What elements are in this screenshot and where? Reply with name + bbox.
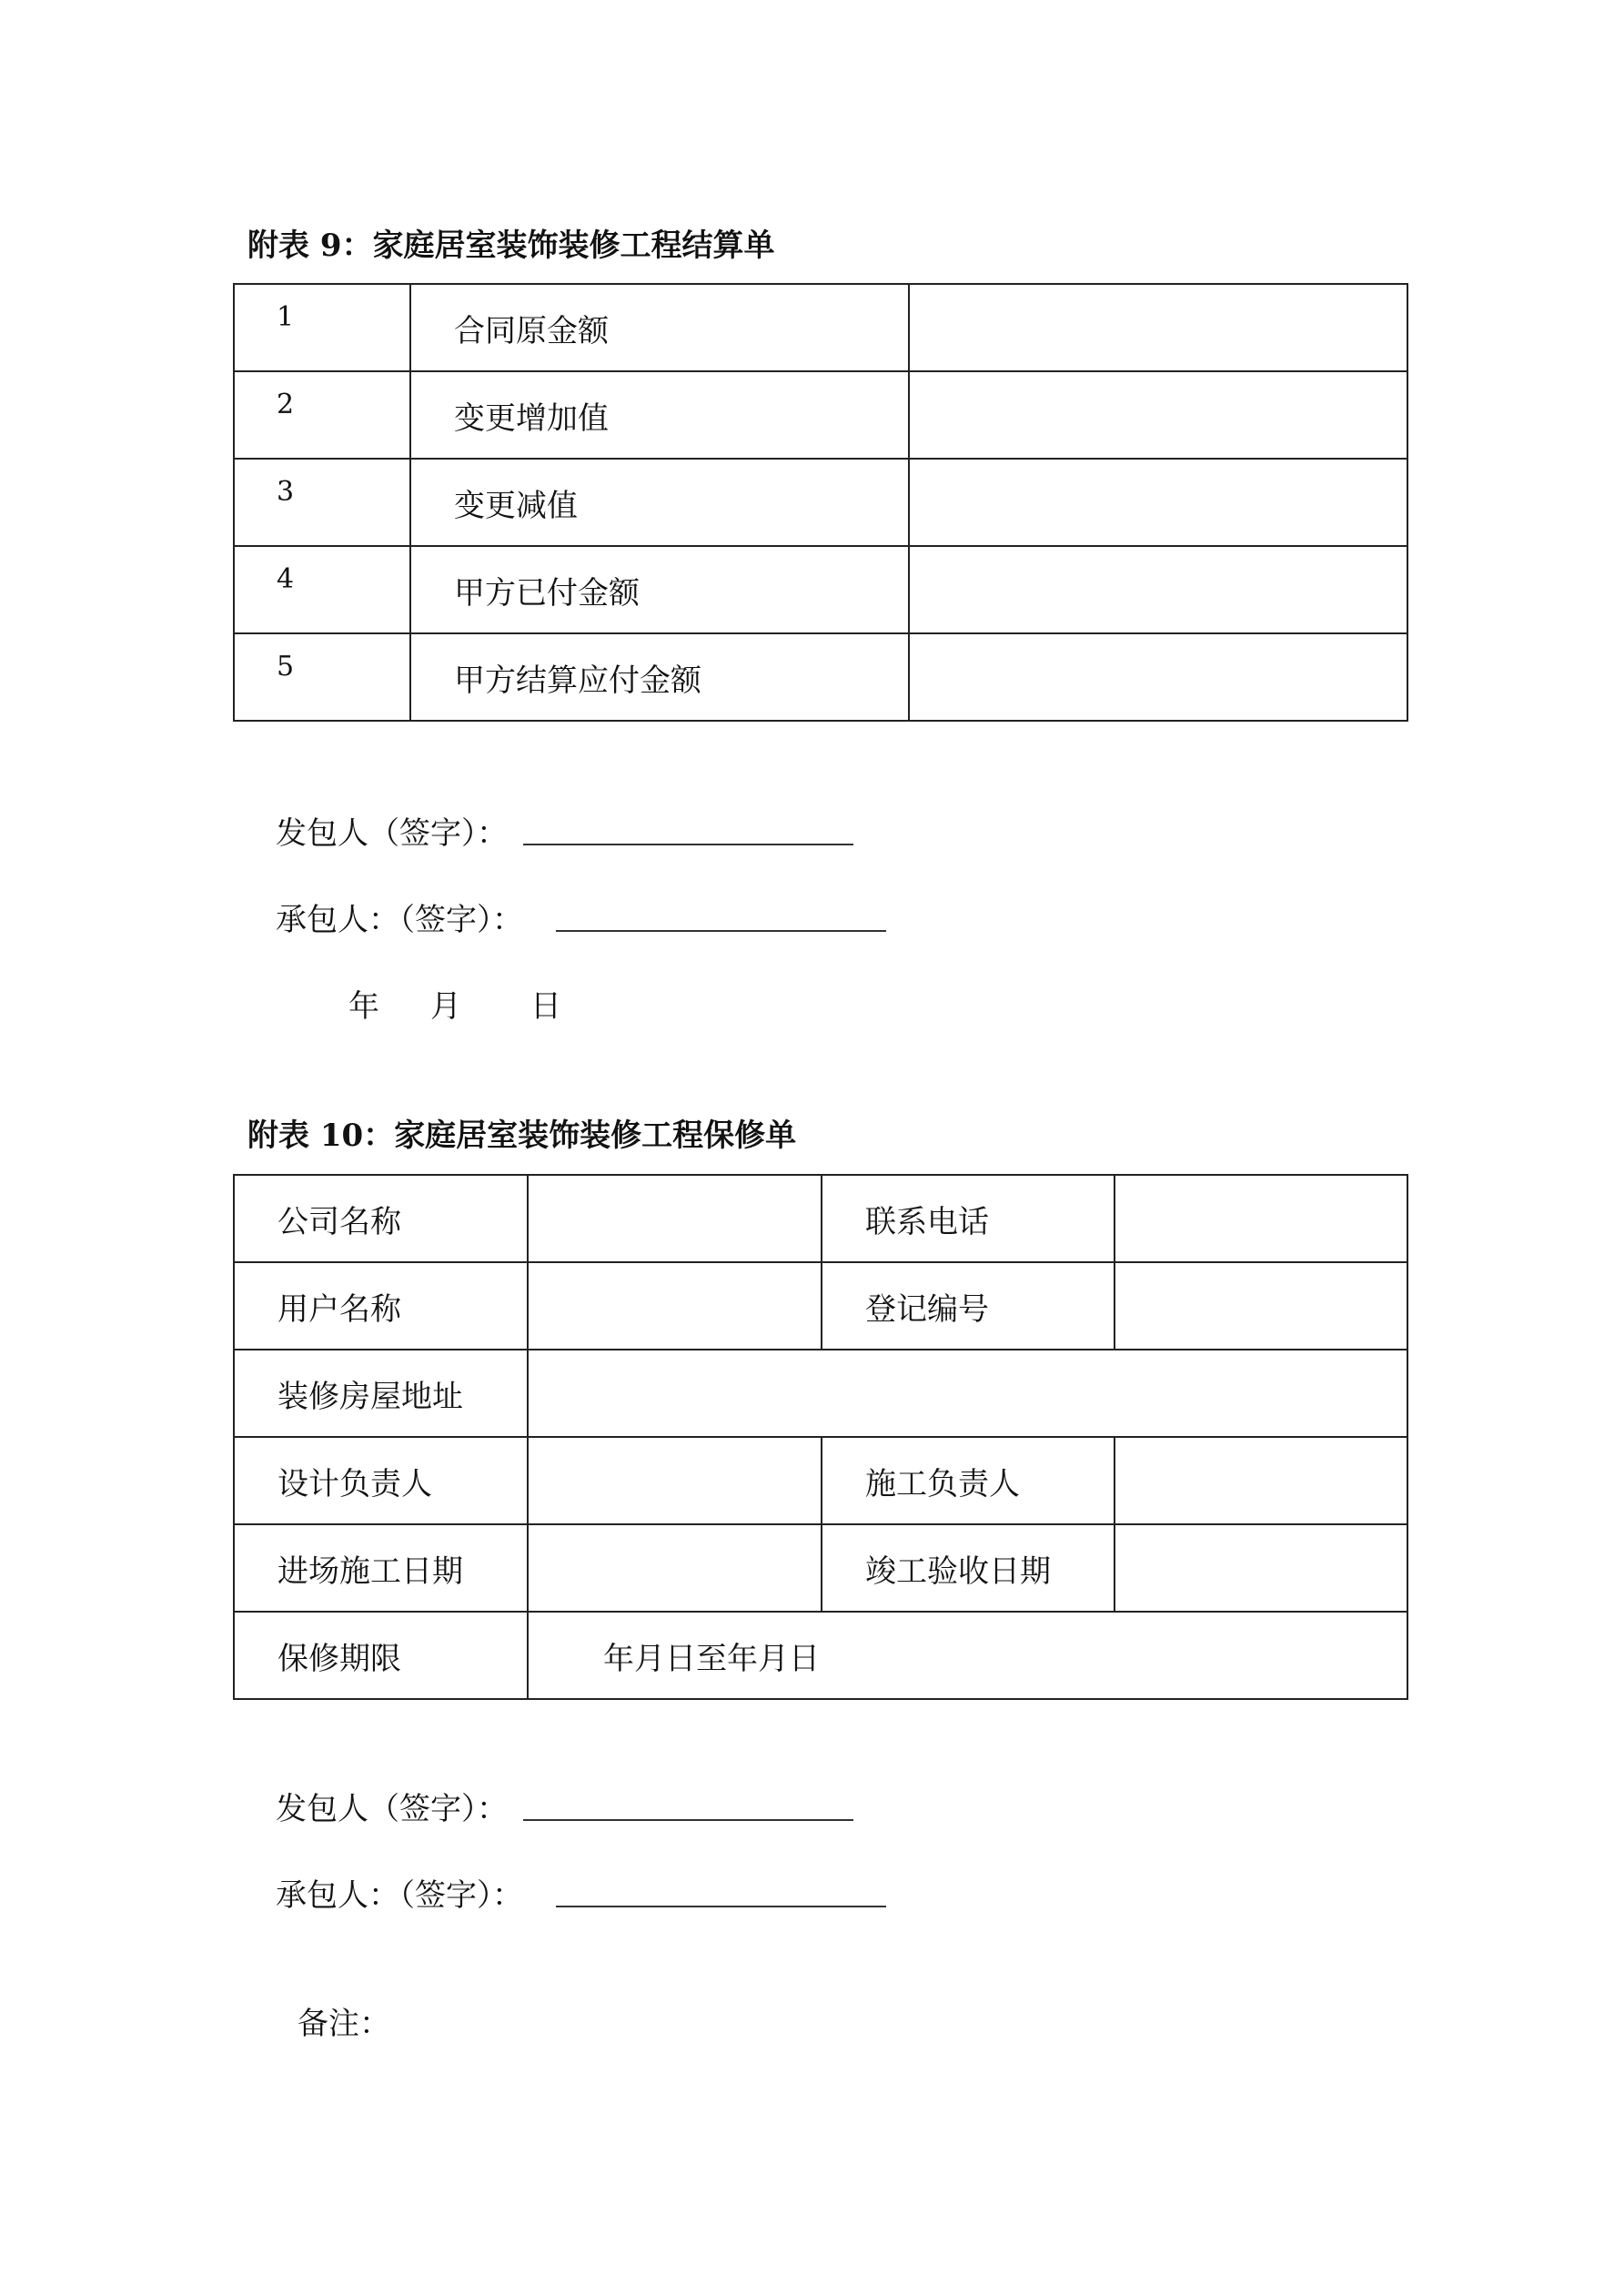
table-row [234, 1175, 1407, 1262]
contractor-signature-line[interactable] [556, 930, 886, 932]
contractor-signature-label-2: 承包人：（签字）： [276, 1877, 523, 1914]
contractor-signature-line-2[interactable] [556, 1906, 886, 1907]
settlement-table [233, 283, 1408, 722]
company-name-value[interactable] [528, 1175, 822, 1262]
employer-signature-label: 发包人（签字）： [276, 815, 508, 852]
table-row [234, 371, 1407, 459]
register-no-value[interactable] [1115, 1262, 1407, 1350]
row-label: 变更增加值 [410, 371, 909, 459]
user-name-value[interactable] [528, 1262, 822, 1350]
row-number: 5 [234, 633, 410, 721]
date-year-label: 年 [348, 988, 379, 1025]
address-label: 装修房屋地址 [234, 1350, 528, 1437]
row-label: 甲方已付金额 [410, 546, 909, 633]
completion-date-label: 竣工验收日期 [822, 1524, 1115, 1612]
row-label: 变更减值 [410, 459, 909, 546]
start-date-value[interactable] [528, 1524, 822, 1612]
design-lead-value[interactable] [528, 1437, 822, 1524]
table-row [234, 1262, 1407, 1350]
register-no-label: 登记编号 [822, 1262, 1115, 1350]
row-value-cell[interactable] [909, 459, 1407, 546]
warranty-period-value[interactable]: 年月日至年月日 [528, 1612, 1407, 1699]
table10-title: 附表 10：家庭居室装饰装修工程保修单 [247, 1118, 797, 1154]
row-value-cell[interactable] [909, 633, 1407, 721]
row-value-cell[interactable] [909, 546, 1407, 633]
design-lead-label: 设计负责人 [234, 1437, 528, 1524]
table-row [234, 1437, 1407, 1524]
table-row [234, 633, 1407, 721]
table-row [234, 1612, 1407, 1699]
address-value[interactable] [528, 1350, 1407, 1437]
row-value-cell[interactable] [909, 371, 1407, 459]
row-number: 1 [234, 284, 410, 371]
construction-lead-value[interactable] [1115, 1437, 1407, 1524]
row-number: 4 [234, 546, 410, 633]
row-value-cell[interactable] [909, 284, 1407, 371]
table9-title: 附表 9：家庭居室装饰装修工程结算单 [247, 228, 775, 264]
warranty-table [233, 1174, 1408, 1700]
table-row [234, 1350, 1407, 1437]
table-row [234, 1524, 1407, 1612]
table-row [234, 546, 1407, 633]
contact-phone-label: 联系电话 [822, 1175, 1115, 1262]
company-name-label: 公司名称 [234, 1175, 528, 1262]
employer-signature-line[interactable] [523, 844, 853, 845]
row-label: 甲方结算应付金额 [410, 633, 909, 721]
row-number: 3 [234, 459, 410, 546]
table-row [234, 284, 1407, 371]
employer-signature-line-2[interactable] [523, 1819, 853, 1821]
contact-phone-value[interactable] [1115, 1175, 1407, 1262]
completion-date-value[interactable] [1115, 1524, 1407, 1612]
warranty-period-label: 保修期限 [234, 1612, 528, 1699]
contractor-signature-label: 承包人：（签字）： [276, 902, 523, 938]
start-date-label: 进场施工日期 [234, 1524, 528, 1612]
date-day-label: 日 [530, 988, 561, 1025]
remark-label: 备注： [298, 2006, 390, 2042]
date-month-label: 月 [430, 988, 461, 1025]
user-name-label: 用户名称 [234, 1262, 528, 1350]
employer-signature-label-2: 发包人（签字）： [276, 1791, 508, 1827]
row-number: 2 [234, 371, 410, 459]
construction-lead-label: 施工负责人 [822, 1437, 1115, 1524]
row-label: 合同原金额 [410, 284, 909, 371]
table-row [234, 459, 1407, 546]
